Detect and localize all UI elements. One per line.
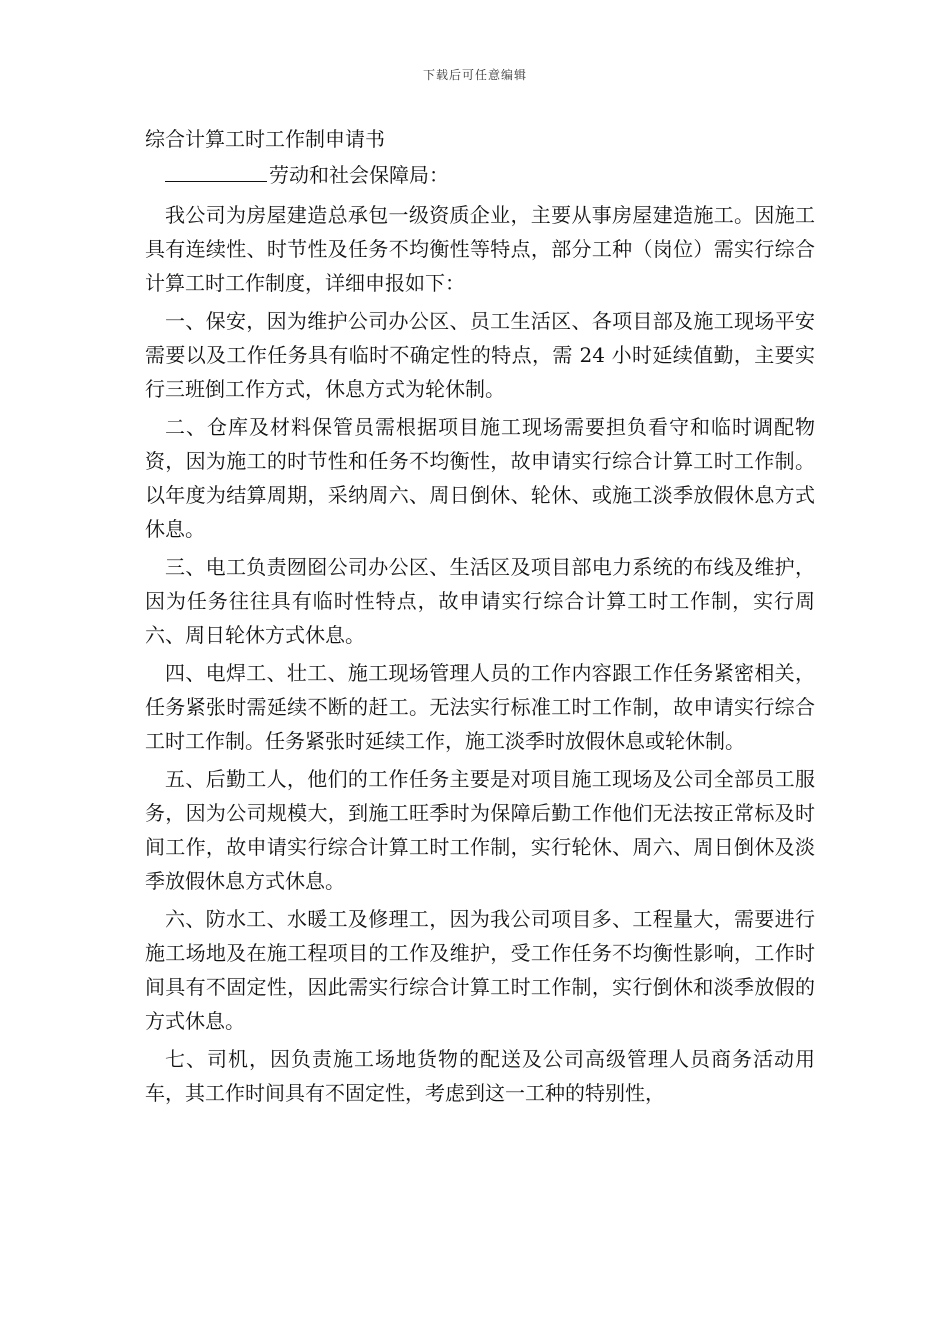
item-paragraph-6: 六、防水工、水暖工及修理工，因为我公司项目多、工程量大，需要进行施工场地及在施工程项目的工作及维护，受工作任务不均衡性影响，工作时间具有不固定性，因此需实行综合计算工时工作制，实行倒休和淡季放假的方式休息。 bbox=[145, 907, 815, 1033]
item-paragraph-2: 二、仓库及材料保管员需根据项目施工现场需要担负看守和临时调配物资，因为施工的时节性和任务不均衡性，故申请实行综合计算工时工作制。以年度为结算周期，采纳周六、周日倒休、轮休、或施工淡季放假休息方式休息。 bbox=[145, 415, 815, 541]
item-paragraph-3: 三、电工负责囫囵公司办公区、生活区及项目部电力系统的布线及维护，因为任务往往具有临时性特点，故申请实行综合计算工时工作制，实行周六、周日轮休方式休息。 bbox=[145, 555, 815, 647]
item-paragraph-5: 五、后勤工人，他们的工作任务主要是对项目施工现场及公司全部员工服务，因为公司规模大，到施工旺季时为保障后勤工作他们无法按正常标及时间工作，故申请实行综合计算工时工作制，实行轮休、周六、周日倒休及淡季放假休息方式休息。 bbox=[145, 767, 815, 893]
addressee-blank bbox=[165, 159, 267, 182]
addressee-line bbox=[145, 158, 815, 192]
intro-paragraph: 我公司为房屋建造总承包一级资质企业，主要从事房屋建造施工。因施工具有连续性、时节性及任务不均衡性等特点，部分工种（岗位）需实行综合计算工时工作制度，详细申报如下： bbox=[145, 203, 815, 295]
item-paragraph-7: 七、司机，因负责施工场地货物的配送及公司高级管理人员商务活动用车，其工作时间具有不固定性，考虑到这一工种的特别性， bbox=[145, 1047, 815, 1105]
document-body bbox=[145, 122, 815, 1110]
header-note: 下载后可任意编辑 bbox=[422, 68, 527, 82]
addressee-text: 劳动和社会保障局： bbox=[269, 163, 449, 187]
document-title: 综合计算工时工作制申请书 bbox=[145, 127, 385, 151]
item-paragraph-4: 四、电焊工、壮工、施工现场管理人员的工作内容跟工作任务紧密相关，任务紧张时需延续不断的赶工。无法实行标准工时工作制，故申请实行综合工时工作制。任务紧张时延续工作，施工淡季时放假休息或轮休制。 bbox=[145, 661, 815, 753]
item-paragraph-1: 一、保安，因为维护公司办公区、员工生活区、各项目部及施工现场平安需要以及工作任务具有临时不确定性的特点，需 24 小时延续值勤，主要实行三班倒工作方式，休息方式为轮休制。 bbox=[145, 309, 815, 401]
